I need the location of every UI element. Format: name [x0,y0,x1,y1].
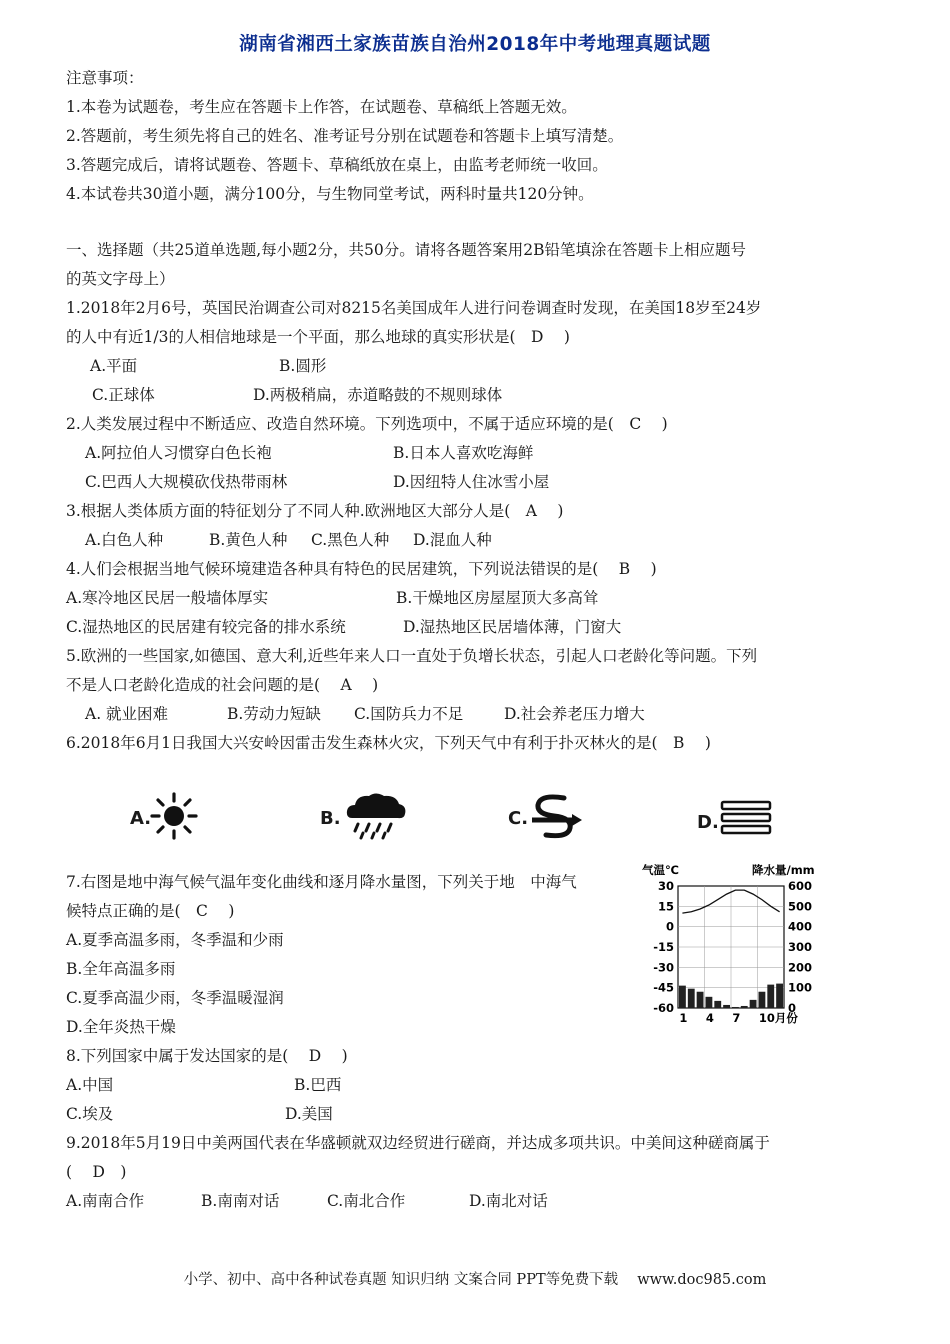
precip-bar [741,1006,748,1008]
question-5-option-c: C.国防兵力不足 [354,705,464,723]
notice-item: 1.本卷为试题卷，考生应在答题卡上作答，在试题卷、草稿纸上答题无效。 [66,98,577,116]
precip-bar [750,1000,757,1008]
notice-item: 3.答题完成后，请将试题卷、答题卡、草稿纸放在桌上，由监考老师统一收回。 [66,156,608,174]
precip-bar [688,989,695,1008]
question-5-option-d: D.社会养老压力增大 [504,705,645,723]
question-9-option-d: D.南北对话 [469,1192,548,1210]
question-3-option-c: C.黑色人种 [311,531,390,549]
question-6-option-b: B. [320,808,341,829]
right-tick-label: 200 [788,960,813,975]
rain-cloud-icon [344,790,408,842]
right-tick-labels [788,879,812,1015]
section-heading-cont: 的英文字母上） [66,270,175,288]
question-9-option-b: B.南南对话 [201,1192,280,1210]
precip-bar [679,986,686,1008]
question-8-option-a: A.中国 [66,1076,114,1094]
question-6-stem: 6.2018年6月1日我国大兴安岭因雷击发生森林火灾，下列天气中有利于扑灭林火的是( B ) [66,734,711,752]
question-2-option-d: D.因纽特人住冰雪小屋 [393,473,550,491]
question-5-option-b: B.劳动力短缺 [227,705,321,723]
left-axis-label: 气温℃ [642,863,679,877]
question-7-stem-cont: 候特点正确的是( C ) [66,902,235,920]
precip-bar [723,1005,730,1008]
question-4-option-a: A.寒冷地区民居一般墙体厚实 [66,589,269,607]
precip-bar [732,1007,739,1008]
question-6-option-d: D. [697,812,719,833]
precip-bar [714,1001,721,1008]
left-tick-label: 15 [657,899,674,914]
sun-icon [150,792,198,840]
precip-bar [759,992,766,1008]
x-tick-label: 1 [679,1011,688,1025]
question-4-option-c: C.湿热地区的民居建有较完备的排水系统 [66,618,346,636]
question-3-stem: 3.根据人类体质方面的特征划分了不同人种.欧洲地区大部分人是( A ) [66,502,564,520]
question-2-option-a: A.阿拉伯人习惯穿白色长袍 [85,444,272,462]
question-2-stem: 2.人类发展过程中不断适应、改造自然环境。下列选项中，不属于适应环境的是( C ) [66,415,668,433]
question-1-stem: 1.2018年2月6号，英国民治调查公司对8215名美国成年人进行问卷调查时发现，在美国18岁至24岁 [66,299,762,317]
question-7-option-c: C.夏季高温少雨，冬季温暖湿润 [66,989,284,1007]
x-tick-labels [679,1011,798,1025]
right-tick-label: 600 [788,879,813,893]
question-6-option-c: C. [508,808,529,829]
precip-bar [767,985,774,1008]
left-tick-label: -30 [653,960,674,975]
question-9-option-c: C.南北合作 [327,1192,406,1210]
question-4-option-d: D.湿热地区民居墙体薄，门窗大 [403,618,622,636]
section-heading: 一、选择题（共25道单选题,每小题2分，共50分。请将各题答案用2B铅笔填涂在答题卡上相应题号 [66,241,746,259]
question-1-option-a: A.平面 [90,357,138,375]
question-3-option-a: A.白色人种 [85,531,164,549]
question-2-option-b: B.日本人喜欢吃海鲜 [393,444,534,462]
question-7-stem: 7.右图是地中海气候气温年变化曲线和逐月降水量图，下列关于地 中海气 [66,873,577,891]
left-tick-label: -45 [653,980,674,995]
x-tick-label: 7 [732,1011,741,1025]
right-axis-label: 降水量/mm [752,863,815,877]
question-4-option-b: B.干燥地区房屋屋顶大多高耸 [396,589,599,607]
question-5-stem: 5.欧洲的一些国家,如德国、意大利,近些年来人口一直处于负增长状态，引起人口老龄化等问题。下列 [66,647,758,665]
wind-icon [528,792,582,842]
question-1-option-d: D.两极稍扁，赤道略鼓的不规则球体 [253,386,503,404]
right-tick-label: 500 [788,899,813,914]
x-tick-label: 10月份 [758,1011,798,1025]
question-8-option-d: D.美国 [285,1105,333,1123]
question-8-option-b: B.巴西 [294,1076,342,1094]
question-3-option-b: B.黄色人种 [209,531,288,549]
right-tick-label: 100 [788,980,813,995]
question-8-stem: 8.下列国家中属于发达国家的是( D ) [66,1047,348,1065]
page-title: 湖南省湘西土家族苗族自治州2018年中考地理真题试题 [239,34,711,55]
question-8-option-c: C.埃及 [66,1105,114,1123]
precip-bar [706,997,713,1008]
left-tick-label: 30 [657,879,674,893]
left-tick-label: 0 [665,919,674,934]
notice-item: 4.本试卷共30道小题，满分100分，与生物同堂考试，两科时量共120分钟。 [66,185,594,203]
page-footer: 小学、初中、高中各种试卷真题 知识归纳 文案合同 PPT等免费下载 www.doc985.com [183,1272,767,1288]
question-9-stem: 9.2018年5月19日中美两国代表在华盛顿就双边经贸进行磋商，并达成多项共识。中美间这种磋商属于 [66,1134,770,1152]
climate-chart-svg [640,862,820,1032]
question-4-stem: 4.人们会根据当地气候环境建造各种具有特色的民居建筑，下列说法错误的是( B ) [66,560,657,578]
question-1-stem-cont: 的人中有近1/3的人相信地球是一个平面，那么地球的真实形状是( D ) [66,328,570,346]
precip-bar [776,984,783,1008]
question-2-option-c: C.巴西人大规模砍伐热带雨林 [85,473,288,491]
question-7-option-b: B.全年高温多雨 [66,960,176,978]
precip-bar [697,992,704,1008]
question-6-option-a: A. [130,808,152,829]
question-9-option-a: A.南南合作 [66,1192,145,1210]
left-tick-label: -60 [653,1001,674,1015]
question-7-option-a: A.夏季高温多雨，冬季温和少雨 [66,931,284,949]
question-7-option-d: D.全年炎热干燥 [66,1018,176,1036]
left-tick-label: -15 [653,940,674,954]
question-5-stem-cont: 不是人口老龄化造成的社会问题的是( A ) [66,676,379,694]
question-9-stem-cont: ( D ) [66,1163,127,1181]
notice-item: 2.答题前，考生须先将自己的姓名、准考证号分别在试题卷和答题卡上填写清楚。 [66,127,624,145]
fog-icon [720,800,774,836]
left-tick-labels [653,879,674,1015]
question-1-option-c: C.正球体 [92,386,155,404]
right-tick-label: 400 [788,919,813,934]
question-3-option-d: D.混血人种 [413,531,492,549]
right-tick-label: 300 [788,940,813,954]
x-tick-label: 4 [705,1011,714,1025]
right-tick-label: 0 [788,1001,797,1015]
question-5-option-a: A. 就业困难 [85,705,169,723]
question-1-option-b: B.圆形 [279,357,327,375]
notice-heading: 注意事项： [66,69,144,87]
climate-chart [640,862,820,1032]
